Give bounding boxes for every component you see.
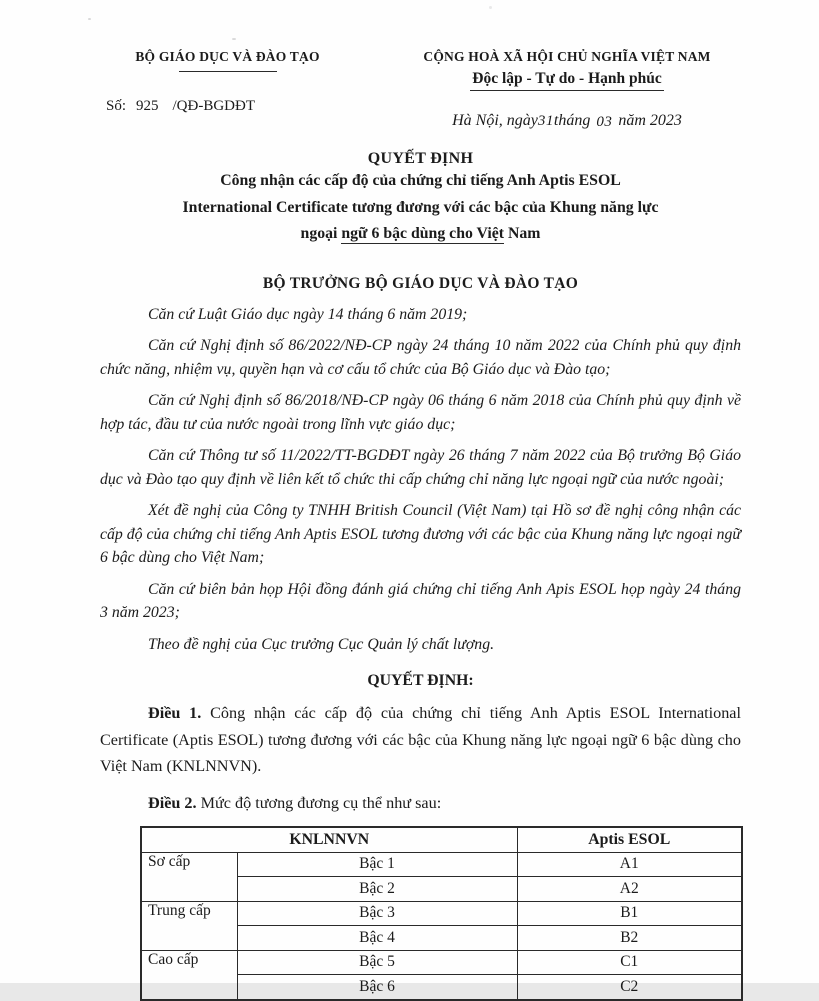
document-content — [100, 48, 741, 1001]
place-and-date — [393, 112, 741, 130]
article-2-text: Mức độ tương đương cụ thể như sau: — [200, 793, 442, 812]
table-bac-cell: Bậc 6 — [237, 975, 517, 1000]
date-mid: tháng — [553, 112, 591, 129]
article-1-label: Điều 1. — [148, 704, 202, 722]
table-bac-cell: Bậc 1 — [237, 852, 517, 877]
table-bac-cell: Bậc 2 — [237, 877, 517, 902]
table-level-cell: Cao cấp — [141, 950, 237, 1000]
table-aptis-cell: C1 — [517, 950, 742, 975]
table-aptis-cell: C2 — [517, 975, 742, 1000]
equivalence-table — [140, 826, 743, 1001]
title-line-3-pre: ngoại — [300, 225, 338, 242]
document-number-suffix: /QĐ-BGDĐT — [172, 98, 256, 114]
article-1-text: Công nhận các cấp độ của chứng chỉ tiếng Anh Aptis ESOL International Certificate (Aptis ESOL) tương đương với các bậc của Khung năng lực ngoại ngữ 6 bậc dùng cho Việt Nam (KNLNNVN). — [100, 704, 741, 775]
document-number-value: 925 — [136, 98, 159, 114]
preamble — [100, 303, 741, 657]
resolution-heading: QUYẾT ĐỊNH: — [367, 672, 474, 689]
scan-noise — [489, 6, 492, 9]
legal-basis-paragraph: Căn cứ biên bản họp Hội đồng đánh giá chứng chỉ tiếng Anh Apis ESOL họp ngày 24 tháng 3 năm 2023; — [100, 580, 741, 621]
date-day: 31 — [537, 113, 554, 129]
article-2 — [100, 790, 741, 817]
scan-noise — [88, 18, 91, 20]
table-header-aptis: Aptis ESOL — [517, 827, 742, 852]
decision-heading: QUYẾT ĐỊNH — [367, 150, 474, 167]
table-bac-cell: Bậc 3 — [237, 901, 517, 926]
date-month: 03 — [596, 114, 613, 130]
table-header-row — [141, 827, 742, 852]
article-1 — [100, 700, 741, 780]
table-row — [141, 901, 742, 926]
document-number — [100, 98, 355, 115]
table-level-cell: Sơ cấp — [141, 852, 237, 901]
table-aptis-cell: A2 — [517, 877, 742, 902]
date-suffix: năm 2023 — [618, 112, 682, 129]
table-header-knlnnvn: KNLNNVN — [141, 827, 517, 852]
legal-basis-paragraph: Căn cứ Luật Giáo dục ngày 14 tháng 6 năm 2019; — [148, 305, 468, 323]
equivalence-table-wrapper — [140, 826, 741, 1001]
deciding-authority: BỘ TRƯỞNG BỘ GIÁO DỤC VÀ ĐÀO TẠO — [262, 274, 579, 292]
agency-underline — [179, 71, 277, 72]
table-bac-cell: Bậc 4 — [237, 926, 517, 951]
legal-basis-paragraph: Theo đề nghị của Cục trưởng Cục Quản lý chất lượng. — [148, 635, 495, 653]
table-row — [141, 852, 742, 877]
table-aptis-cell: B1 — [517, 901, 742, 926]
title-line-3-underlined: ngữ 6 bậc dùng cho Việt — [341, 225, 505, 242]
issuing-agency-block — [100, 48, 355, 130]
date-prefix: Hà Nội, ngày — [452, 112, 538, 129]
scan-noise — [232, 38, 236, 40]
national-motto: Độc lập - Tự do - Hạnh phúc — [470, 69, 663, 91]
document-title-block — [100, 150, 741, 248]
table-row — [141, 950, 742, 975]
issuing-agency-name: BỘ GIÁO DỤC VÀ ĐÀO TẠO — [135, 49, 320, 64]
table-aptis-cell: B2 — [517, 926, 742, 951]
title-line-3 — [100, 221, 741, 248]
legal-basis-paragraph: Xét đề nghị của Công ty TNHH British Council (Việt Nam) tại Hồ sơ đề nghị công nhận các cấp độ của chứng chỉ tiếng Anh Aptis ESOL tương đương với các bậc của Khung năng lực ngoại ngữ 6 bậc dùng cho Việt Nam; — [100, 502, 741, 566]
article-2-label: Điều 2. — [148, 793, 197, 812]
title-line-2: International Certificate tương đương với các bậc của Khung năng lực — [182, 198, 659, 216]
table-level-cell: Trung cấp — [141, 901, 237, 950]
legal-basis-paragraph: Căn cứ Nghị định số 86/2018/NĐ-CP ngày 06 tháng 6 năm 2018 của Chính phủ quy định về hợp tác, đầu tư của nước ngoài trong lĩnh vực giáo dục; — [100, 392, 741, 433]
legal-basis-paragraph: Căn cứ Nghị định số 86/2022/NĐ-CP ngày 24 tháng 10 năm 2022 của Chính phủ quy định chức năng, nhiệm vụ, quyền hạn và cơ cấu tổ chức của Bộ Giáo dục và Đào tạo; — [100, 337, 741, 378]
document-number-label: Số: — [106, 98, 127, 114]
document-header — [100, 48, 741, 130]
legal-basis-paragraph: Căn cứ Thông tư số 11/2022/TT-BGDĐT ngày 26 tháng 7 năm 2022 của Bộ trưởng Bộ Giáo dục và Đào tạo quy định về liên kết tổ chức thi cấp chứng chỉ năng lực ngoại ngữ của nước ngoài; — [100, 447, 741, 488]
title-line-3-post: Nam — [507, 225, 541, 242]
republic-name: CỘNG HOÀ XÃ HỘI CHỦ NGHĨA VIỆT NAM — [423, 49, 711, 64]
table-aptis-cell: A1 — [517, 852, 742, 877]
title-line-1: Công nhận các cấp độ của chứng chỉ tiếng Anh Aptis ESOL — [220, 172, 621, 189]
table-bac-cell: Bậc 5 — [237, 950, 517, 975]
national-heading-block — [393, 48, 741, 130]
